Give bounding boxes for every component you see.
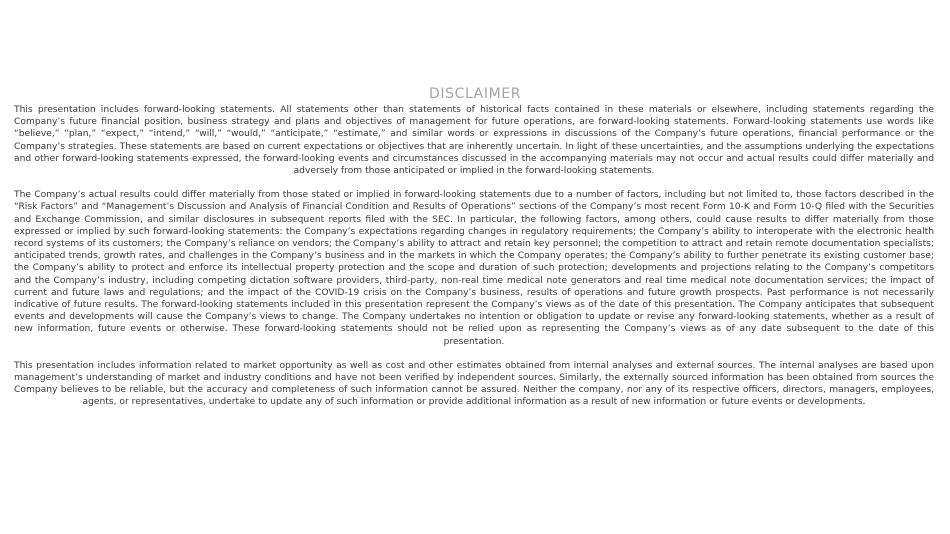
disclaimer-paragraph-risk-factors: The Company’s actual results could differ materially from those stated or implied in forward-looking statements due to a number of factors, including but not limited to, those factors described in the “Risk Factors” and “Management’s Discussion and Analysis of Financial Condition and Results of Operations” sections of the Company’s most recent Form 10-K and Form 10-Q filed with the Securities and Exchange Commission, and similar disclosures in subsequent reports filed with the SEC. In particular, the following factors, among others, could cause results to differ materially from those expressed or implied by such forward-looking statements: the Company’s expectations regarding changes in regulatory requirements; the Company’s ability to interoperate with the electronic health record systems of its customers; the Company’s reliance on vendors; the Company’s ability to attract and retain key personnel; the competition to attract and retain remote documentation specialists; anticipated trends, growth rates, and challenges in the Company’s business and in the markets in which the Company operates; the Company’s ability to further penetrate its existing customer base; the Company’s ability to protect and enforce its intellectual property protection and the scope and duration of such protection; developments and projections relating to the Company’s competitors and the Company’s industry, including competing dictation software providers, third-party, non-real time medical note generators and real time medical note documentation services; the impact of current and future laws and regulations; and the impact of the COVID-19 crisis on the Company’s business, results of operations and future growth prospects. Past performance is not necessarily indicative of future results. The forward-looking statements included in this presentation represent the Company’s views as of the date of this presentation. The Company anticipates that subsequent events and developments will cause the Company’s views to change. The Company undertakes no intention or obligation to update or revise any forward-looking statements, whether as a result of new information, future events or otherwise. These forward-looking statements should not be relied upon as representing the Company’s views as of any date subsequent to the date of this presentation. (14, 190, 934, 347)
page-title: DISCLAIMER (428, 86, 522, 103)
disclaimer-paragraph-market-data: This presentation includes information related to market opportunity as well as cost and other estimates obtained from internal analyses and external sources. The internal analyses are based upon management’s understanding of market and industry conditions and have not been verified by independent sources. Similarly, the externally sourced information has been obtained from sources the Company believes to be reliable, but the accuracy and completeness of such information cannot be assured. Neither the company, nor any of its respective officers, directors, managers, employees, agents, or representatives, undertake to update any of such information or provide additional information as a result of new information or future events or developments. (14, 360, 934, 408)
disclaimer-body (14, 104, 934, 409)
disclaimer-paragraph-forward-looking: This presentation includes forward-looking statements. All statements other than statements of historical facts contained in these materials or elsewhere, including statements regarding the Company’s future financial position, business strategy and plans and objectives of management for future operations, are forward-looking statements. Forward-looking statements use words like “believe,” “plan,” “expect,” “intend,” “will,” “would,” “anticipate,” “estimate,” and similar words or expressions in discussions of the Company’s future operations, financial performance or the Company’s strategies. These statements are based on current expectations or objectives that are inherently uncertain. In light of these uncertainties, and the assumptions underlying the expectations and other forward-looking statements expressed, the forward-looking events and circumstances discussed in the accompanying materials may not occur and actual results could differ materially and adversely from those anticipated or implied in the forward-looking statements. (14, 105, 934, 177)
